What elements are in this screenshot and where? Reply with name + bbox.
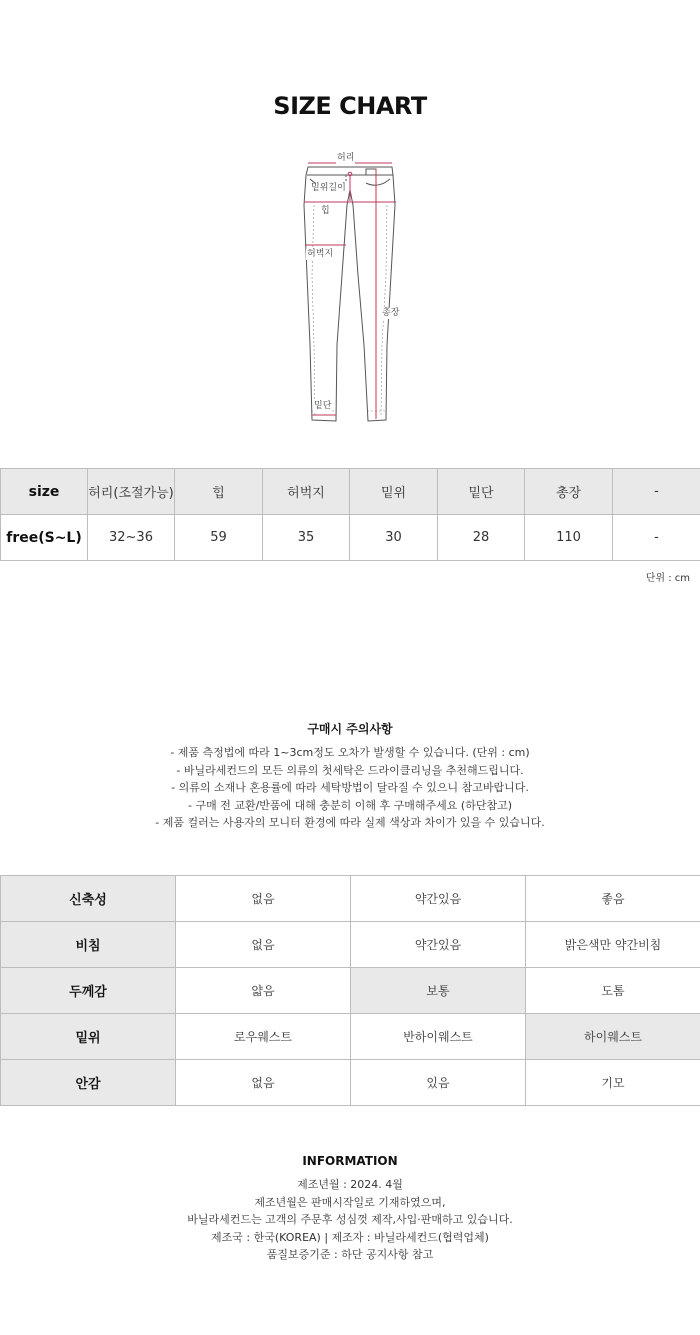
value-cell: 30 bbox=[350, 515, 438, 561]
attribute-option: 없음 bbox=[176, 876, 351, 922]
caution-item: - 제품 측정법에 따라 1~3cm정도 오차가 발생할 수 있습니다. (단위 : cm) bbox=[170, 746, 530, 759]
size-cell: free(S~L) bbox=[1, 515, 88, 561]
value-cell: 35 bbox=[263, 515, 350, 561]
caution-title: 구매시 주의사항 bbox=[307, 722, 393, 736]
length-label: 총장 bbox=[382, 308, 400, 318]
header-cell: 총장 bbox=[525, 469, 613, 515]
value-cell: 32~36 bbox=[88, 515, 175, 561]
thigh-label: 허벅지 bbox=[307, 249, 334, 259]
hem-label: 밑단 bbox=[314, 401, 332, 411]
attribute-row-rise bbox=[1, 1014, 700, 1060]
attribute-option: 없음 bbox=[176, 922, 351, 968]
value-cell: 110 bbox=[525, 515, 613, 561]
attribute-option-selected: 하이웨스트 bbox=[526, 1014, 700, 1060]
header-cell: - bbox=[613, 469, 700, 515]
header-cell: 밑위 bbox=[350, 469, 438, 515]
attribute-option: 로우웨스트 bbox=[176, 1014, 351, 1060]
attribute-label: 안감 bbox=[1, 1060, 176, 1106]
information-line: 제조년월 : 2024. 4월 bbox=[297, 1178, 403, 1191]
attribute-row-stretch bbox=[1, 876, 700, 922]
attribute-option: 좋음 bbox=[526, 876, 700, 922]
header-cell: 허벅지 bbox=[263, 469, 350, 515]
attribute-label: 비침 bbox=[1, 922, 176, 968]
caution-list bbox=[0, 744, 700, 832]
attribute-option: 있음 bbox=[351, 1060, 526, 1106]
information-title: INFORMATION bbox=[302, 1154, 398, 1168]
attribute-table bbox=[0, 875, 700, 1106]
waist-label: 허리 bbox=[337, 153, 355, 163]
attribute-label: 두께감 bbox=[1, 968, 176, 1014]
caution-item: - 의류의 소재나 혼용률에 따라 세탁방법이 달라질 수 있으니 참고바랍니다. bbox=[171, 781, 529, 794]
attribute-option-selected: 보통 bbox=[351, 968, 526, 1014]
header-cell: 밑단 bbox=[438, 469, 525, 515]
caution-item: - 구매 전 교환/반품에 대해 충분히 이해 후 구매해주세요 (하단참고) bbox=[187, 798, 512, 812]
table-row bbox=[1, 515, 700, 561]
information-line: 바닐라세컨드는 고객의 주문후 성심껏 제작,사입·판매하고 있습니다. bbox=[187, 1213, 513, 1226]
attribute-row-sheerness bbox=[1, 922, 700, 968]
attribute-option: 약간있음 bbox=[351, 876, 526, 922]
attribute-option: 밝은색만 약간비침 bbox=[526, 922, 700, 968]
pants-diagram bbox=[290, 145, 420, 435]
value-cell: - bbox=[613, 515, 700, 561]
attribute-row-lining bbox=[1, 1060, 700, 1106]
attribute-option: 얇음 bbox=[176, 968, 351, 1014]
attribute-option: 기모 bbox=[526, 1060, 700, 1106]
attribute-label: 밑위 bbox=[1, 1014, 176, 1060]
information-line: 제조년월은 판매시작일로 기재하였으며, bbox=[254, 1195, 446, 1209]
page-title: SIZE CHART bbox=[273, 92, 427, 120]
attribute-option: 약간있음 bbox=[351, 922, 526, 968]
size-table-header bbox=[1, 469, 700, 515]
hip-label: 힙 bbox=[321, 206, 330, 216]
attribute-option: 반하이웨스트 bbox=[351, 1014, 526, 1060]
unit-note: 단위 : cm bbox=[645, 573, 690, 584]
caution-item: - 바닐라세컨드의 모든 의류의 첫세탁은 드라이클리닝을 추천해드립니다. bbox=[176, 763, 524, 777]
size-table bbox=[0, 468, 700, 561]
header-cell: 허리(조절가능) bbox=[88, 469, 175, 515]
rise-label: 밑위길이 bbox=[311, 183, 346, 193]
caution-item: - 제품 컬러는 사용자의 모니터 환경에 따라 실제 색상과 차이가 있을 수 있습니다. bbox=[155, 816, 545, 829]
attribute-label: 신축성 bbox=[1, 876, 176, 922]
header-cell: size bbox=[1, 469, 88, 515]
information-line: 제조국 : 한국(KOREA) | 제조자 : 바닐라세컨드(협력업체) bbox=[211, 1230, 489, 1244]
information-line: 품질보증기준 : 하단 공지사항 참고 bbox=[266, 1248, 434, 1261]
attribute-row-thickness bbox=[1, 968, 700, 1014]
attribute-option: 도톰 bbox=[526, 968, 700, 1014]
header-cell: 힙 bbox=[175, 469, 263, 515]
attribute-option: 없음 bbox=[176, 1060, 351, 1106]
information-list bbox=[0, 1176, 700, 1264]
value-cell: 59 bbox=[175, 515, 263, 561]
value-cell: 28 bbox=[438, 515, 525, 561]
